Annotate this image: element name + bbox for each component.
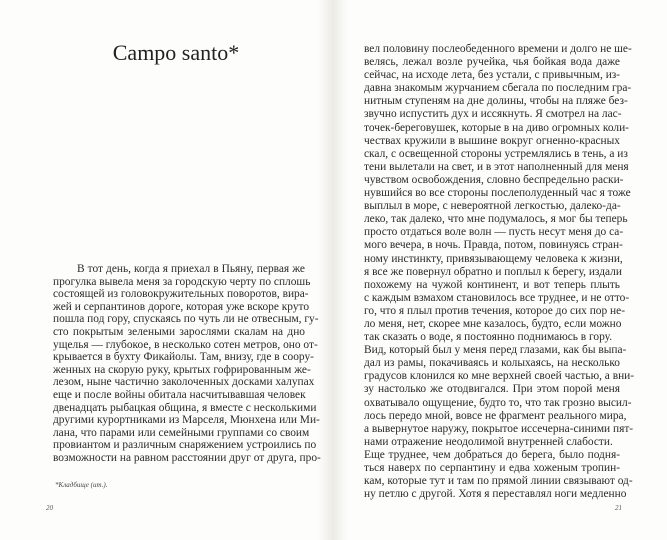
text-line: вел половину послеобеденного времени и долго не ше- (364, 43, 632, 55)
text-line: сто покрытым зелеными зарослями скалам на дно (53, 325, 305, 338)
text-line: градусов клонился ко мне верхней своей частью, а вни- (364, 370, 635, 383)
text-line: охватывало ощущение, будто то, что так грозно высил- (364, 396, 632, 409)
text-line: лана, что парами или семейными группами со своим (53, 426, 310, 439)
text-line: Еще труднее, чем добраться до берега, было подня- (364, 448, 620, 461)
text-line: чествах кружили в вышине вокруг огненно-красных (364, 134, 620, 147)
text-line: ному инстинкту, привязывающему человека к жизни, (364, 252, 623, 265)
text-line: провиантом и различным снаряжением устроились по (53, 439, 317, 452)
text-line: велясь, лежал возле ручейка, чья бойкая вода даже (364, 56, 620, 69)
text-line: другими курортниками из Марселя, Мюнхена или Ми- (53, 414, 320, 427)
text-line: звучно испустить дух и иссякнуть. Я смотрел на лас- (364, 108, 622, 121)
text-line: зу настолько же отодвигался. При этом порой меня (364, 383, 620, 396)
text-line: еще и после войны обитала насчитывавшая человек (53, 388, 306, 401)
text-line: нувшийся во все стороны послеполуденный час я тоже (364, 187, 631, 200)
text-line: похожему на чужой континент, и вот теперь плыть (364, 278, 620, 291)
text-line: нитным ступеням на дне долины, чтобы на пляже без- (364, 95, 628, 108)
text-line: выплыл в море, с невероятной легкостью, далеко-да- (364, 200, 621, 213)
text-line: состоящей из головокружительных поворотов, вира- (53, 288, 309, 301)
text-line: чувством освобождения, словно беспредельно раски- (364, 173, 624, 186)
text-line: так сказать о воде, я постоянно поднимаюсь в гору. (364, 331, 613, 344)
text-line: точек-береговушек, которые в на диво огромных коли- (364, 121, 629, 134)
text-line: прогулка вывела меня за городскую черту по сплошь (53, 275, 311, 288)
text-line: ло меня, нет, скорее мне казалось, будто, если можно (364, 317, 622, 330)
text-line: нами отражение неодолимой внутренней слабости. (364, 435, 613, 448)
text-line: с каждым взмахом становилось все труднее, и не отто- (364, 291, 630, 304)
text-line: лезом, ныне частично заколоченных досками халупах (53, 376, 315, 389)
text-line: просто отдаться воле волн — пусть несут меня до са- (364, 226, 624, 239)
text-line: лось передо мной, вовсе не фрагмент реального мира, (364, 409, 627, 422)
text-line: скал, с освещенной стороны устремлялись в тень, а из (364, 147, 628, 160)
text-line: леко, так далеко, что мне подумалось, я мог бы теперь (364, 213, 628, 226)
text-line: ну петлю с другой. Хотя я переставлял ноги медленно (364, 488, 627, 501)
text-line: жей и серпантинов дороге, которая уже вскоре круто (53, 300, 310, 313)
right-page-text (364, 43, 635, 501)
chapter-title: Campo santo* (112, 40, 240, 65)
text-line: ущелья — глубокое, в несколько сотен метров, оно от- (53, 338, 318, 351)
text-line: женных на скорую руку, крытых гофрированным же- (53, 363, 311, 376)
text-line: возможности на равном расстоянии друг от друга, про- (53, 451, 321, 464)
left-page-text (53, 263, 321, 465)
text-line: я все же повернул обратно и поплыл к берегу, издали (364, 265, 622, 278)
text-line: сейчас, на исходе лета, без устали, с привычным, из- (364, 69, 621, 82)
text-line: го, что я плыл против течения, которое до сих пор не- (364, 304, 625, 317)
text-line: ться наверх по серпантину и едва хоженым тропин- (364, 462, 620, 474)
text-line: пошла под гору, спускаясь по чуть ли не отвесным, гу- (53, 313, 319, 326)
text-line: а вывернутое наружу, покрытое иссечерна-синими пят- (364, 422, 634, 435)
text-line: мого вечера, в ночь. Правда, потом, повинуясь стран- (364, 239, 623, 252)
text-line: давна знакомым журчанием сбегала по последним гра- (364, 82, 632, 95)
page-number-right: 21 (615, 504, 622, 512)
text-line: В тот день, когда я приехал в Пьяну, первая же (77, 263, 305, 275)
footnote: *Кладбище (ит.). (55, 481, 108, 489)
page-number-left: 20 (46, 504, 53, 512)
right-page (333, 0, 667, 540)
text-line: кам, которые тут и там по прямой линии связывают од- (364, 475, 633, 488)
left-page (0, 0, 333, 540)
text-line: двенадцать рыбацкая община, я вместе с несколькими (53, 401, 317, 414)
text-line: крывается в бухту Фикайолы. Там, внизу, где в соору- (53, 351, 314, 364)
text-line: дал из рамы, покачиваясь и колыхаясь, на несколько (364, 357, 620, 370)
text-line: тени вылетали на свет, и в этот наполненный для меня (364, 160, 629, 173)
text-line: Вид, который был у меня перед глазами, как бы выпа- (364, 344, 627, 357)
